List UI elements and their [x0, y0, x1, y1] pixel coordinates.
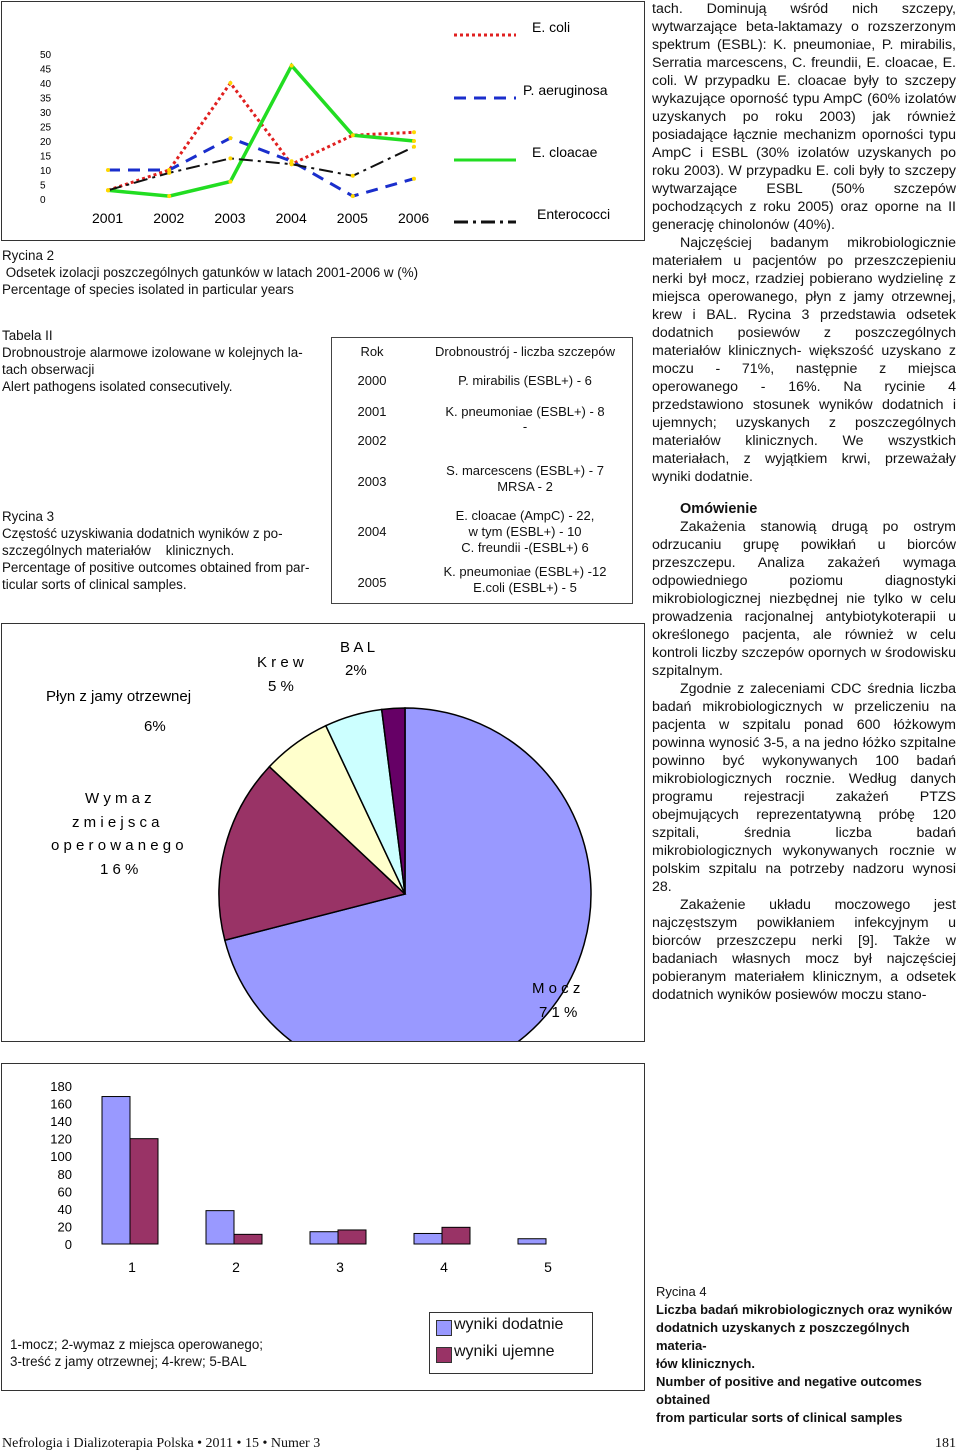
rycina4-caption: [656, 1283, 956, 1427]
bar-note-2: 3-treść z jamy otrzewnej; 4-krew; 5-BAL: [10, 1354, 247, 1369]
table-row-year: 2002: [357, 433, 387, 448]
bar: [310, 1232, 338, 1244]
line-point: [351, 174, 355, 178]
table-desc-line: K. pneumoniae (ESBL+) - 8: [445, 404, 605, 419]
tabela-pl1: Drobnoustroje alarmowe izolowane w kolejnych la-: [2, 345, 303, 360]
bar: [338, 1230, 366, 1244]
line-series: [108, 138, 414, 196]
line-x-tick: 2004: [275, 210, 307, 226]
rycina3-label: Rycina 3: [2, 509, 55, 524]
line-x-tick: 2001: [92, 210, 124, 226]
table-desc-line: w tym (ESBL+) - 10: [468, 524, 582, 539]
footer-page: 181: [935, 1436, 956, 1451]
table-row-desc: [418, 508, 632, 556]
pie-label-wymaz-1: W y m a z: [85, 790, 152, 807]
table-row-year: 2004: [357, 524, 387, 539]
table-desc-line: K. pneumoniae (ESBL+) -12: [443, 564, 607, 579]
tabela-pl2: tach obserwacji: [2, 362, 95, 377]
line-legend-label: E. cloacae: [532, 144, 598, 160]
line-point: [290, 64, 294, 68]
bar: [102, 1097, 130, 1244]
line-x-tick: 2005: [336, 210, 368, 226]
bar-y-tick: 160: [50, 1096, 72, 1112]
pie-label-mocz-2: 7 1 %: [539, 1004, 578, 1021]
body-paragraph-3: Zakażenia stanowią drugą po ostrym odrzucaniu grupę powikłań u biorców przeszczepu. Analiza zakażeń wymaga odpowiedniego poziomu diagnostyki mikrobiologicznej niezbędnej nie tylko w celu prowadzenia racjonalnej antybiotykoterapii u określonego pacjenta, ale również w celu kontroli liczby szczepów opornych w środowisku szpitalnym.: [652, 519, 956, 679]
bar: [130, 1139, 158, 1244]
line-point: [228, 81, 232, 85]
body-paragraph-4: Zgodnie z zaleceniami CDC średnia liczba badań mikrobiologicznych w przeliczeniu na pacjenta w szpitalu ponad 600 łóżkowym powinna wynosić 3-5, a na jedno łóżko szpitalne powinno być wykonywanych 100 badań mikrobiologicznych rocznie. Według danych programu rejestracji zakażeń PTZS obejmujących reprezentatywną próbę 120 szpitali, średnia liczba badań mikrobiologicznych wykonywanych rocznie w polskim szpitalu na potrzeby nadzoru wynosi 28.: [652, 681, 956, 895]
bar: [518, 1239, 546, 1244]
legend-label-positive: wyniki dodatnie: [454, 1316, 564, 1333]
bar: [442, 1227, 470, 1244]
table-row-year: 2005: [357, 575, 387, 590]
legend-label-negative: wyniki ujemne: [454, 1343, 555, 1360]
line-legend-label: P. aeruginosa: [523, 82, 608, 98]
line-legend-label: Enterococci: [537, 206, 611, 222]
tabela-label: Tabela II: [2, 328, 53, 343]
bar-x-tick: 1: [128, 1259, 136, 1275]
line-point: [167, 194, 171, 198]
table-row-desc: [418, 419, 632, 435]
line-point: [412, 139, 416, 143]
bar-note: [10, 1336, 263, 1370]
line-point: [228, 180, 232, 184]
line-point: [412, 145, 416, 149]
line-point: [290, 162, 294, 166]
rycina3-caption: [2, 508, 312, 593]
bar-y-tick: 60: [57, 1184, 72, 1200]
bar-y-tick: 100: [50, 1149, 72, 1165]
table-desc-line: -: [522, 419, 528, 434]
line-chart-frame: [1, 1, 645, 241]
bar-chart-frame: [1, 1063, 645, 1391]
table-desc-line: E.coli (ESBL+) - 5: [473, 580, 577, 595]
line-y-tick: 0: [40, 195, 46, 206]
body-paragraph-2: Najczęściej badanym mikrobiologicznie materiałem u pacjentów po przeszczepieniu nerki był mocz, rzadziej pobierano wydzielinę z miejsca operowanego, płyn z jamy otrzewnej, krew i BAL. Rycina 3 przedstawia odsetek dodatnich posiewów z poszczególnych materiałów klinicznych- większość uzyskano z moczu - 71%, następnie z miejsca operowanego - 16%. Na rycinie 4 przedstawiono stosunek wyników dodatnich i ujemnych; uzyskanych z poszczególnych materiałów klinicznych. We wszystkich materiałach, z wyjątkiem krwi, przeważały wyniki dodatnie.: [652, 235, 956, 485]
rycina4-pl1: Liczba badań mikrobiologicznych oraz wyników: [656, 1302, 953, 1317]
table-row-desc: [418, 564, 632, 596]
line-y-tick: 30: [40, 108, 52, 119]
bar-note-1: 1-mocz; 2-wymaz z miejsca operowanego;: [10, 1337, 264, 1352]
line-y-tick: 25: [40, 122, 52, 134]
footer-journal: Nefrologia i Dializoterapia Polska • 2011 • 15 • Numer 3: [2, 1436, 321, 1451]
bar-y-tick: 180: [50, 1079, 72, 1094]
line-point: [351, 194, 355, 198]
body-paragraph-1: tach. Dominują wśród nich szczepy, wytwarzające beta-laktamazy o rozszerzonym spektrum (ESBL): K. pneumoniae, P. mirabilis, Serratia marcescens, C. freundii, E. cloacae, E. coli. W przypadku E. cloacae były to szczepy wykazujące oporność typu AmpC (60% izolatów uzyskanych po roku 2003) jak również posiadające łącznie mechanizm oporności typu AmpC i ESBL (30% izolatów uzyskanych po roku 2003). W przypadku E. coli były to szczepy wytwarzające ESBL (50% szczepów pochodzących z roku 2005) oraz oporne na II generację chinolonów (40%).: [652, 1, 956, 233]
pie-label-wymaz-2: z m i e j s c a: [72, 814, 160, 831]
line-x-tick: 2006: [398, 210, 430, 226]
line-y-tick: 50: [40, 50, 52, 61]
rycina4-pl3: łów klinicznych.: [656, 1356, 755, 1371]
line-y-tick: 10: [40, 166, 52, 177]
pie-label-wymaz-4: 1 6 %: [100, 861, 139, 878]
bar: [206, 1211, 234, 1244]
line-point: [412, 177, 416, 181]
bar-x-tick: 5: [544, 1259, 552, 1275]
line-y-tick: 35: [40, 93, 52, 105]
rycina4-en2: from particular sorts of clinical samples: [656, 1410, 903, 1425]
legend-swatch-positive: [436, 1320, 452, 1336]
table-desc-line: P. mirabilis (ESBL+) - 6: [458, 373, 592, 388]
line-y-tick: 40: [40, 79, 52, 90]
tabela-en: Alert pathogens isolated consecutively.: [2, 379, 233, 394]
line-point: [351, 133, 355, 137]
line-point: [412, 130, 416, 134]
alert-pathogens-table: [331, 337, 633, 604]
rycina2-en: Percentage of species isolated in particular years: [2, 282, 294, 297]
bar-x-tick: 3: [336, 1259, 344, 1275]
bar-y-tick: 120: [50, 1131, 72, 1147]
pie-label-krew-2: 5 %: [268, 678, 294, 695]
line-point: [167, 171, 171, 175]
rycina2-pl: Odsetek izolacji poszczególnych gatunków w latach 2001-2006 w (%): [2, 265, 419, 280]
pie-label-plyn-1: Płyn z jamy otrzewnej: [46, 688, 192, 705]
table-row-year: 2001: [357, 404, 387, 419]
table-desc-line: S. marcescens (ESBL+) - 7: [446, 463, 604, 478]
pie-label-bal-1: B A L: [340, 639, 376, 656]
table-desc-line: MRSA - 2: [497, 479, 553, 494]
line-y-tick: 15: [40, 151, 52, 163]
line-point: [228, 136, 232, 140]
pie-label-krew-1: K r e w: [257, 654, 304, 671]
pie-chart: [2, 624, 644, 1041]
rycina2-label: Rycina 2: [2, 248, 55, 263]
table-desc-line: C. freundii -(ESBL+) 6: [461, 540, 589, 555]
table-header-desc: Drobnoustrój - liczba szczepów: [435, 344, 615, 359]
line-x-tick: 2003: [214, 210, 246, 226]
bar-y-tick: 40: [57, 1201, 72, 1217]
rycina4-pl2: dodatnich uzyskanych z poszczególnych materia-: [656, 1320, 910, 1353]
rycina3-pl1: Częstość uzyskiwania dodatnich wyników z po-: [2, 526, 283, 541]
legend-swatch-negative: [436, 1347, 452, 1363]
table-row-desc: [418, 463, 632, 495]
tabela-caption: [2, 327, 312, 395]
line-y-tick: 20: [40, 137, 52, 148]
line-y-tick: 5: [40, 180, 46, 192]
rycina4-en1: Number of positive and negative outcomes obtained: [656, 1374, 922, 1407]
table-row-year: 2000: [357, 373, 387, 388]
bar-y-tick: 140: [50, 1114, 72, 1130]
rycina3-en1: Percentage of positive outcomes obtained from par-: [2, 560, 310, 575]
rycina3-pl2: szczególnych materiałów klinicznych.: [2, 543, 235, 558]
table-header-year: Rok: [360, 344, 384, 359]
table-row-desc: [418, 404, 632, 420]
bar-x-tick: 4: [440, 1259, 448, 1275]
pie-label-mocz-1: M o c z: [532, 980, 581, 997]
bar-y-tick: 0: [64, 1237, 72, 1252]
line-y-tick: 45: [40, 64, 52, 76]
pie-label-bal-2: 2%: [345, 662, 367, 679]
table-desc-line: E. cloacae (AmpC) - 22,: [455, 508, 595, 523]
table-row-desc: [418, 373, 632, 389]
body-text-column: [652, 0, 956, 1004]
line-chart: [2, 2, 644, 240]
line-point: [228, 156, 232, 160]
bar: [234, 1234, 262, 1244]
bar-x-tick: 2: [232, 1259, 240, 1275]
body-paragraph-5: Zakażenie układu moczowego jest najczęstszym powikłaniem infekcyjnym u biorców przeszczepu nerki [9]. Także w badaniach własnych mocz był najczęściej pobieranym materiałem klinicznym, a odsetek dodatnich wyników posiewów moczu stano-: [652, 897, 956, 1003]
bar-legend: [429, 1312, 593, 1374]
line-legend-label: E. coli: [532, 19, 571, 35]
rycina3-en2: ticular sorts of clinical samples.: [2, 577, 187, 592]
pie-chart-frame: [1, 623, 645, 1042]
bar: [414, 1233, 442, 1244]
line-point: [106, 168, 110, 172]
bar-y-tick: 80: [57, 1166, 72, 1182]
pie-label-wymaz-3: o p e r o w a n e g o: [51, 837, 184, 854]
table-row-year: 2003: [357, 474, 387, 489]
line-x-tick: 2002: [153, 210, 185, 226]
line-point: [106, 188, 110, 192]
rycina2-caption: [2, 247, 422, 298]
bar-y-tick: 20: [57, 1219, 72, 1235]
section-heading: Omówienie: [680, 501, 758, 517]
rycina4-label: Rycina 4: [656, 1284, 707, 1299]
pie-label-plyn-2: 6%: [144, 718, 166, 735]
